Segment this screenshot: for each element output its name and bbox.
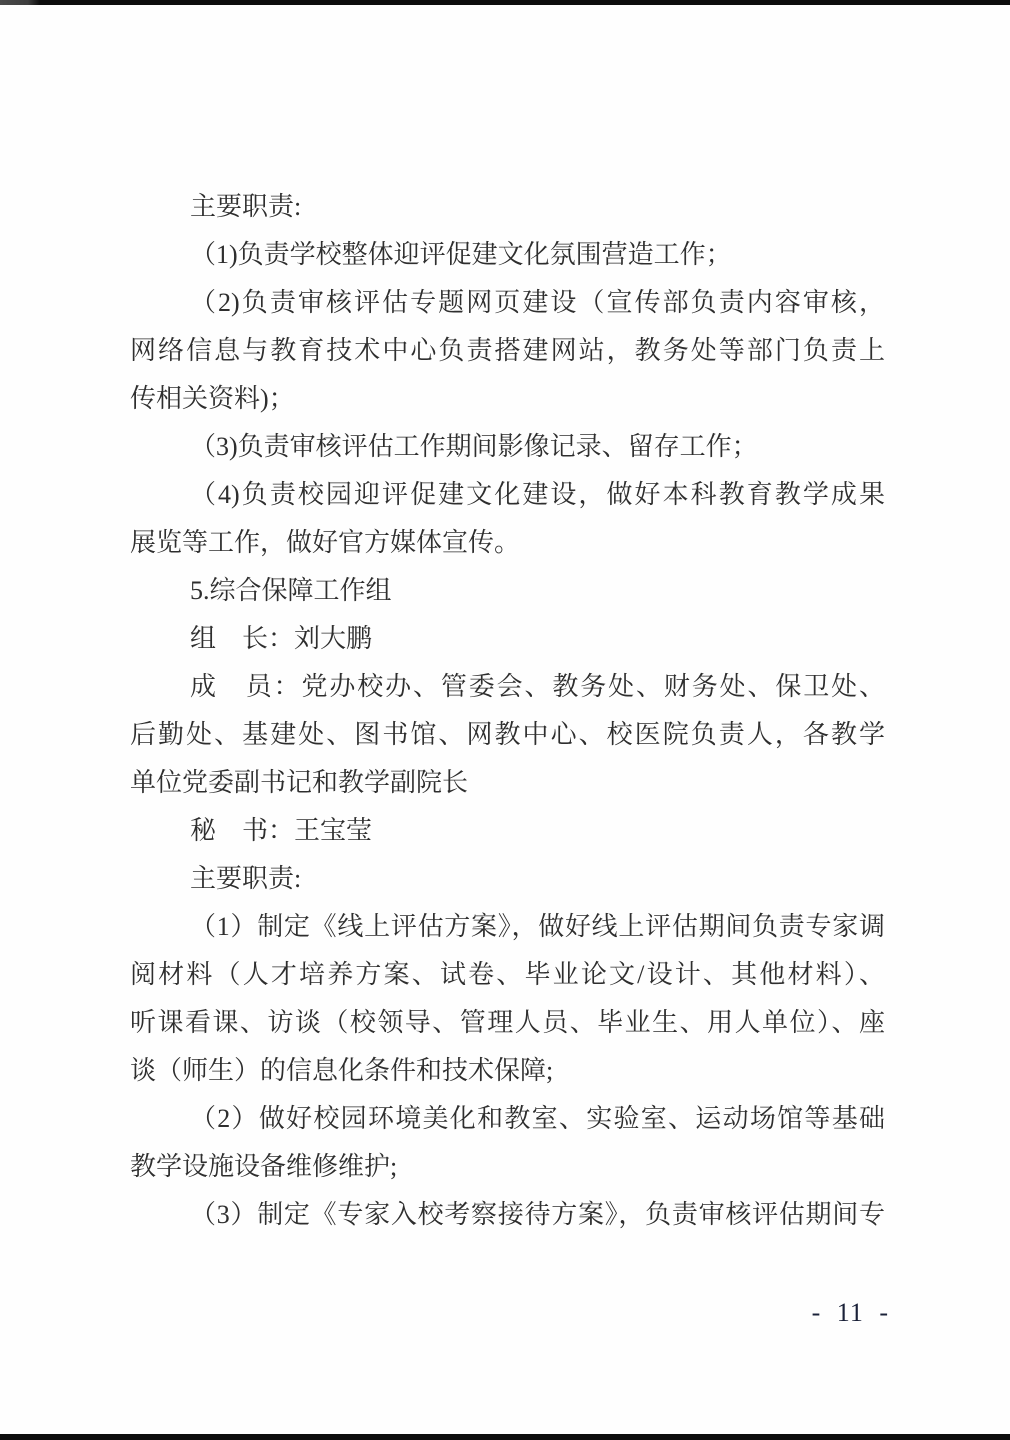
text-line: 秘 书：王宝莹 — [190, 816, 373, 845]
text-line: 传相关资料)； — [130, 384, 295, 413]
text-line: 组 长：刘大鹏 — [190, 624, 373, 653]
scan-edge-top — [0, 0, 1010, 5]
text-line: 阅材料（人才培养方案、试卷、毕业论文/设计、其他材料）、 — [130, 960, 885, 989]
text-line: 主要职责: — [190, 864, 302, 893]
text-line: 后勤处、基建处、图书馆、网教中心、校医院负责人，各教学 — [130, 720, 885, 749]
text-line: 展览等工作，做好官方媒体宣传。 — [130, 528, 521, 557]
text-line: （3)负责审核评估工作期间影像记录、留存工作； — [190, 432, 758, 461]
text-line: （2）做好校园环境美化和教室、实验室、运动场馆等基础 — [190, 1104, 885, 1133]
scan-edge-bottom — [0, 1434, 1010, 1440]
text-line: （4)负责校园迎评促建文化建设，做好本科教育教学成果 — [190, 480, 885, 509]
text-line: （1)负责学校整体迎评促建文化氛围营造工作； — [190, 240, 732, 269]
text-line: （2)负责审核评估专题网页建设（宣传部负责内容审核， — [190, 288, 885, 317]
text-line: 听课看课、访谈（校领导、管理人员、毕业生、用人单位）、座 — [130, 1008, 885, 1037]
document-body — [130, 183, 885, 1239]
text-line: （3）制定《专家入校考察接待方案》，负责审核评估期间专 — [190, 1200, 885, 1229]
text-line: 网络信息与教育技术中心负责搭建网站，教务处等部门负责上 — [130, 336, 885, 365]
text-line: 教学设施设备维修维护; — [130, 1152, 398, 1181]
text-line: 谈（师生）的信息化条件和技术保障; — [130, 1056, 554, 1085]
text-line: 主要职责: — [190, 192, 302, 221]
text-line: 成 员：党办校办、管委会、教务处、财务处、保卫处、 — [190, 672, 885, 701]
text-line: 单位党委副书记和教学副院长 — [130, 768, 469, 797]
text-line: （1）制定《线上评估方案》，做好线上评估期间负责专家调 — [190, 912, 885, 941]
page-number: - 11 - — [811, 1298, 889, 1327]
text-line: 5.综合保障工作组 — [190, 576, 392, 605]
